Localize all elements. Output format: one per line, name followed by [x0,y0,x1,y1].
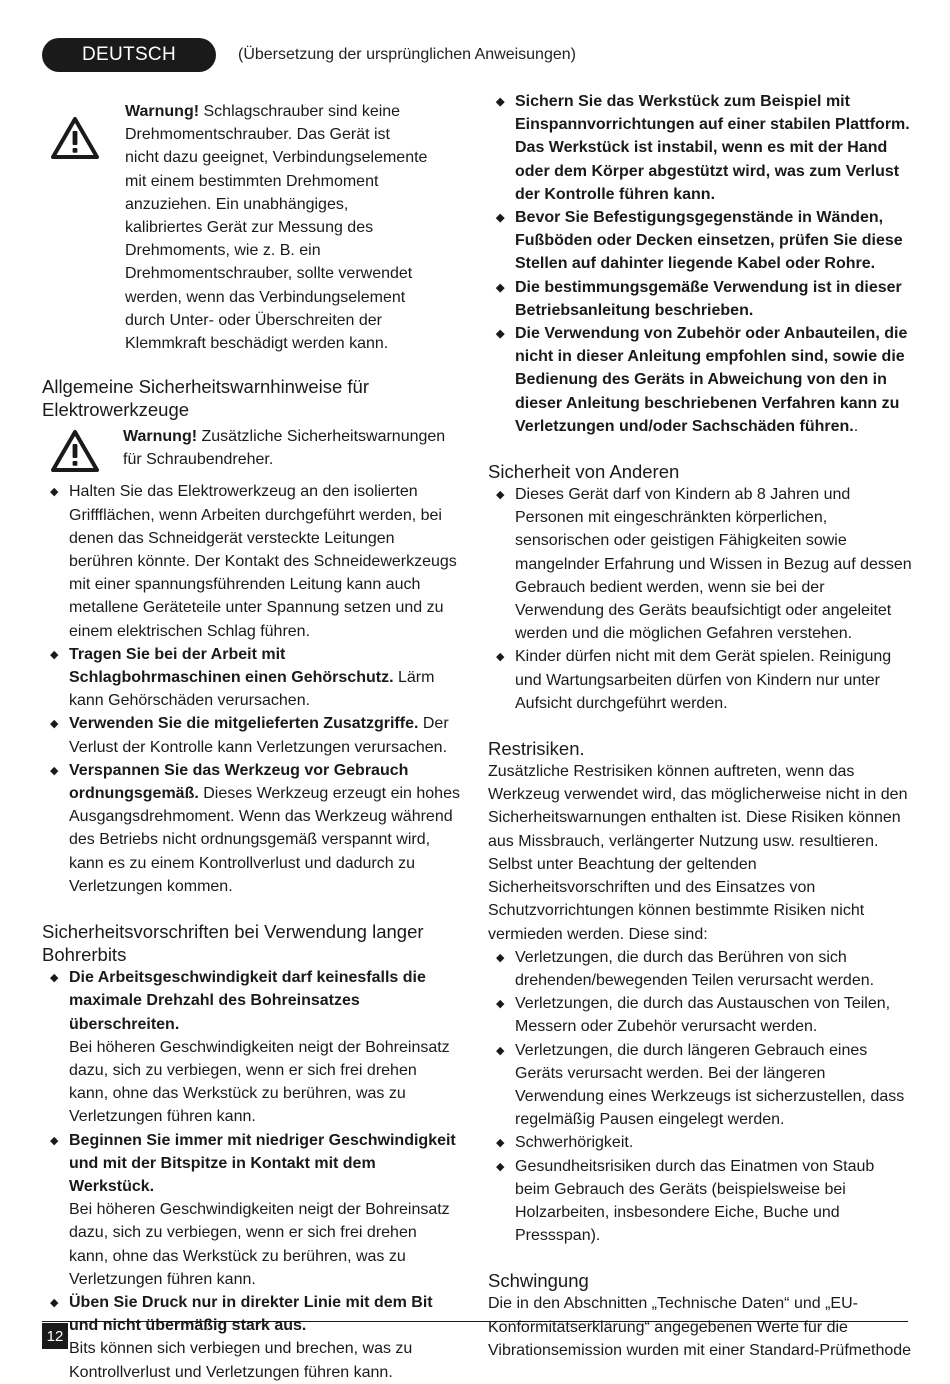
warning-triangle-icon [42,425,108,480]
list-item: ◆ Die Verwendung von Zubehör oder Anbauteilen, die nicht in dieser Anleitung empfohlen sind, sowie die Bedienung des Geräts in Abweichung von den in dieser Anleitung beschriebenen Verfahren kann zu Verletzungen und/oder Sachschäden führen.. [496,325,908,435]
header-subtitle: (Übersetzung der ursprünglichen Anweisungen) [238,46,576,63]
warning-text: Warnung! Zusätzliche Sicherheitswarnungen für Schraubendreher. [123,428,446,469]
list-item: ◆ Sichern Sie das Werkstück zum Beispiel mit Einspannvorrichtungen auf einer stabilen Plattform. Das Werkstück ist instabil, wenn es mit der Hand oder dem Körper abgestützt wird, was zum Verlust der Kontrolle führen kann. [496,93,910,203]
right-column [488,90,912,1362]
section-heading-vibration: Schwingung [488,1270,589,1292]
list-item: ◆ Verletzungen, die durch das Berühren von sich drehenden/bewegenden Teilen verursacht werden. [496,948,875,989]
list-item: ◆ Verwenden Sie die mitgelieferten Zusatzgriffe. Der Verlust der Kontrolle kann Verletzungen verursachen. [50,715,449,756]
warning-text: Warnung! Schlagschrauber sind keine Drehmomentschrauber. Das Gerät ist nicht dazu geeignet, Verbindungselemente mit einem bestimmten Drehmoment anzuziehen. Ein unabhängiges, kalibriertes Gerät zur Messung des Drehmoments, wie z. B. ein Drehmomentschrauber, sollte verwendet werden, wenn das Verbindungselement durch Unter- oder Überschreiten der Klemmkraft beschädigt werden kann. [125,103,428,353]
diamond-bullet-icon: ◆ [50,486,59,499]
list-item: ◆ Die bestimmungsgemäße Verwendung ist in dieser Betriebsanleitung beschrieben. [496,278,902,319]
warning-box-screwdriver [42,425,460,480]
warning-box-impact-wrench [42,100,460,355]
diamond-bullet-icon: ◆ [496,651,505,664]
list-item: ◆ Verspannen Sie das Werkzeug vor Gebrauch ordnungsgemäß. Dieses Werkzeug erzeugt ein hohes Ausgangsdrehmoment. Wenn das Werkzeug während des Betriebs nicht ordnungsgemäß verspannt wird, kann es zu einem Kontrollverlust und dadurch zu Verletzungen kommen. [50,761,460,895]
list-item: ◆ Kinder dürfen nicht mit dem Gerät spielen. Reinigung und Wartungsarbeiten dürfen von Kindern nur unter Aufsicht durchgeführt werden. [496,648,892,712]
page-number: 12 [42,1323,68,1349]
list-item: ◆ Halten Sie das Elektrowerkzeug an den isolierten Griffflächen, wenn Arbeiten durchgeführt werden, bei denen das Schneidgerät versteckte Leitungen berühren könnte. Der Kontakt des Schneidewerkzeugs mit einer spannungsführenden Leitung kann auch metallene Geräteteile unter Spannung setzen und zu einem elektrischen Schlag führen. [50,483,457,640]
diamond-bullet-icon: ◆ [50,648,59,661]
vibration-text: Die in den Abschnitten „Technische Daten“ und „EU-Konformitätserklärung“ angegebenen Werte für die Vibrationsemission wurden mit einer Standard-Prüfmethode [488,1295,912,1359]
diamond-bullet-icon: ◆ [496,951,505,964]
section-heading-long-drill-bits: Sicherheitsvorschriften bei Verwendung langer Bohrerbits [42,921,424,966]
workpiece-safety-list [488,90,912,438]
list-item: ◆ Bevor Sie Befestigungsgegenstände in Wänden, Fußböden oder Decken einsetzen, prüfen Sie diese Stellen auf dahinter liegende Kabel oder Rohre. [496,209,903,273]
diamond-bullet-icon: ◆ [496,1160,505,1173]
residual-risks-list [488,946,912,1248]
diamond-bullet-icon: ◆ [50,1134,59,1147]
section-heading-residual-risks: Restrisiken. [488,738,585,760]
diamond-bullet-icon: ◆ [50,972,59,985]
diamond-bullet-icon: ◆ [496,1044,505,1057]
section-heading-safety-of-others: Sicherheit von Anderen [488,461,680,483]
diamond-bullet-icon: ◆ [496,1137,505,1150]
diamond-bullet-icon: ◆ [496,281,505,294]
warning-triangle-icon [42,100,108,355]
list-item: ◆ Die Arbeitsgeschwindigkeit darf keinesfalls die maximale Drehzahl des Bohreinsatzes überschreiten. Bei höheren Geschwindigkeiten neigt der Bohreinsatz dazu, sich zu verbiegen, wenn er sich frei drehen kann, ohne das Werkstück zu berühren, was zu Verletzungen führen kann. [50,969,450,1126]
diamond-bullet-icon: ◆ [50,718,59,731]
list-item: ◆ Gesundheitsrisiken durch das Einatmen von Staub beim Gebrauch des Geräts (beispielsweise bei Holzarbeiten, insbesondere Eiche, Buche und Pressspan). [496,1157,875,1245]
diamond-bullet-icon: ◆ [496,96,505,108]
list-item: ◆ Schwerhörigkeit. [488,1131,912,1154]
language-badge: DEUTSCH [42,38,216,72]
list-item: ◆ Tragen Sie bei der Arbeit mit Schlagbohrmaschinen einen Gehörschutz. Lärm kann Gehörschäden verursachen. [50,645,435,710]
list-item: ◆ Üben Sie Druck nur in direkter Linie mit dem Bit und nicht übermäßig stark aus. Bits können sich verbiegen und brechen, was zu Kontrollverlust und Verletzungen führen kann. [50,1293,433,1381]
list-item: ◆ Dieses Gerät darf von Kindern ab 8 Jahren und Personen mit eingeschränkten körperlichen, sensorischen oder geistigen Fähigkeiten sowie mangelnder Erfahrung und Wissen in Bezug auf dessen Gebrauch bedient werden, wenn sie bei der Verwendung des Geräts beaufsichtigt oder angeleitet werden und die möglichen Gefahren verstehen. [496,486,912,643]
list-item: ◆ Verletzungen, die durch das Austauschen von Teilen, Messern oder Zubehör verursacht werden. [496,995,891,1036]
diamond-bullet-icon: ◆ [50,764,59,777]
general-safety-list [42,480,460,898]
section-heading-general-safety: Allgemeine Sicherheitswarnhinweise für Elektrowerkzeuge [42,376,369,421]
diamond-bullet-icon: ◆ [496,489,505,502]
diamond-bullet-icon: ◆ [496,328,505,341]
residual-risks-intro: Zusätzliche Restrisiken können auftreten, wenn das Werkzeug verwendet wird, das möglicherweise nicht in den Sicherheitswarnungen enthalten ist. Diese Risiken können aus Missbrauch, verlängerter Nutzung usw. resultieren. Selbst unter Beachtung der geltenden Sicherheitsvorschriften und des Einsatzes von Schutzvorrichtungen können bestimmte Risiken nicht vermieden werden. Diese sind: [488,763,908,943]
diamond-bullet-icon: ◆ [496,212,505,225]
list-item: ◆ Beginnen Sie immer mit niedriger Geschwindigkeit und mit der Bitspitze in Kontakt mit dem Werkstück. Bei höheren Geschwindigkeiten neigt der Bohreinsatz dazu, sich zu verbiegen, wenn er sich frei drehen kann, ohne das Werkstück zu berühren, was zu Verletzungen führen kann. [50,1131,456,1288]
footer-divider [42,1321,908,1322]
safety-of-others-list [488,483,912,715]
left-column [42,90,460,1384]
list-item: ◆ Verletzungen, die durch längeren Gebrauch eines Geräts verursacht werden. Bei der längeren Verwendung eines Werkzeugs ist sicherzustellen, dass regelmäßig Pausen eingelegt werden. [496,1041,905,1129]
diamond-bullet-icon: ◆ [50,1296,59,1309]
diamond-bullet-icon: ◆ [496,998,505,1011]
page-header [42,38,576,72]
